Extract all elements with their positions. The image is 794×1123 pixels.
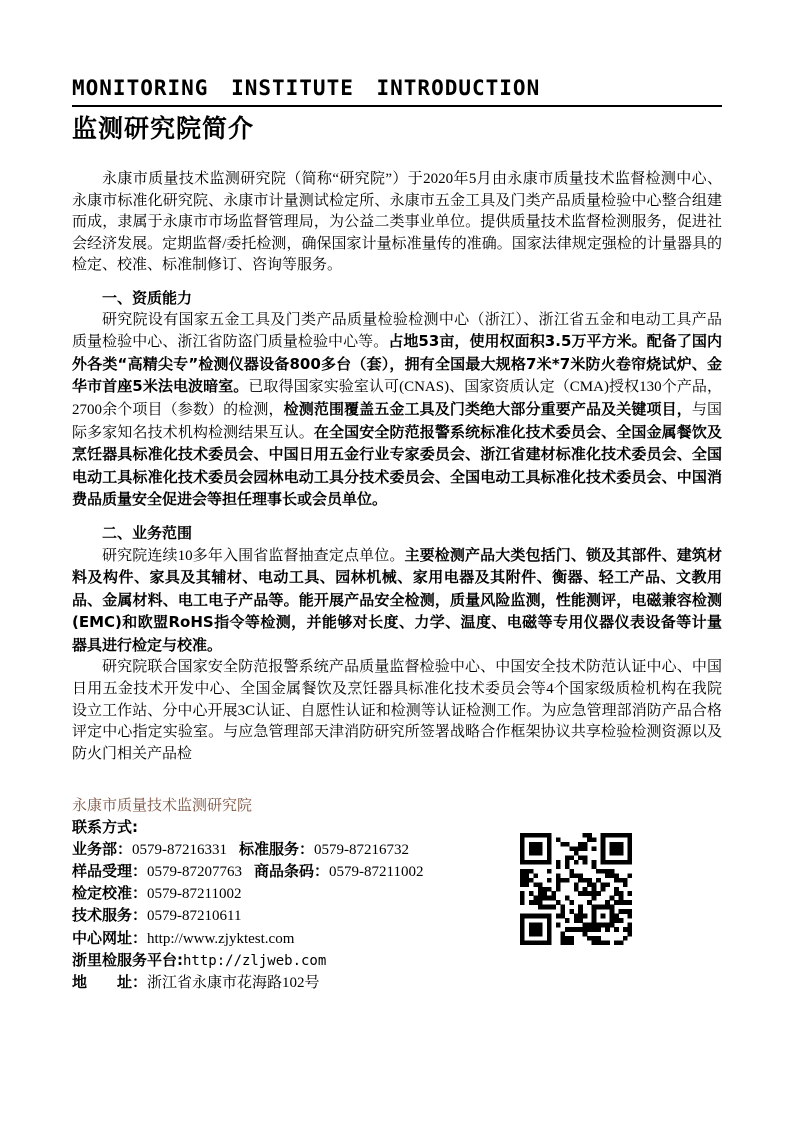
contact-value: 0579-87210611 [147,908,242,925]
contact-value: 0579-87216732 [314,841,410,858]
section-heading-business-scope: 二、业务范围 [102,523,193,542]
contact-value: 0579-87211002 [147,886,242,903]
contact-label: 浙里检服务平台: [72,951,183,970]
contact-label: 检定校准： [72,884,148,903]
title-english: MONITORING INSTITUTE INTRODUCTION [72,76,541,100]
contact-label: 地 址： [72,973,148,992]
page-title: 监测研究院简介 [72,114,255,143]
contact-label: 商品条码： [254,861,330,880]
section-paragraph: 研究院连续10多年入围省监督抽查定点单位。主要检测产品大类包括门、锁及其部件、建筑材料及构件、家具及其辅材、电动工具、园林机械、家用电器及其附件、衡器、轻工产品、文教用品、金属材料、电工电子产品等。能开展产品安全检测，质量风险监测，性能测评，电磁兼容检测(EMC)和欧盟RoHS指令等检测，并能够对长度、力学、温度、电磁等专用仪器仪表设备等计量器具进行检定与校准。 [72,545,722,654]
contact-label: 技术服务： [72,906,148,925]
qr-code-icon [520,833,632,945]
contact-value: 0579-87216331 [132,841,228,858]
contact-label: 样品受理： [72,861,148,880]
page-content [72,76,722,765]
contact-value: 0579-87211002 [329,863,424,880]
organization-name: 永康市质量技术监测研究院 [72,798,253,814]
body-text [72,169,722,765]
contact-block [72,796,722,995]
contact-value: http://www.zjyktest.com [147,930,295,947]
contact-heading: 联系方式: [72,818,138,837]
contact-row [72,972,722,994]
contact-value: 0579-87207763 [147,863,243,880]
intro-paragraph: 永康市质量技术监测研究院（简称“研究院”）于2020年5月由永康市质量技术监督检测中心、永康市标准化研究院、永康市计量测试检定所、永康市五金工具及门类产品质量检验中心整合组建而成，隶属于永康市市场监督管理局，为公益二类事业单位。提供质量技术监督检测服务，促进社会经济发展。定期监督/委托检测，确保国家计量标准量传的准确。国家法律规定强检的计量器具的检定、校准、标准制修订、咨询等服务。 [72,171,722,274]
section-paragraph: 研究院联合国家安全防范报警系统产品质量监督检验中心、中国安全技术防范认证中心、中国日用五金技术开发中心、全国金属餐饮及烹饪器具标准化技术委员会等4个国家级质检机构在我院设立工作站、分中心开展3C认证、自愿性认证和检测等认证检测工作。为应急管理部消防产品合格评定中心指定实验室。与应急管理部天津消防研究所签署战略合作框架协议共享检验检测资源以及防火门相关产品检 [72,659,722,762]
contact-label: 业务部： [72,839,133,858]
contact-row [72,950,722,972]
section-heading-qualifications: 一、资质能力 [102,288,193,307]
contact-value: 浙江省永康市花海路102号 [147,975,320,992]
section-paragraph: 研究院设有国家五金工具及门类产品质量检验检测中心（浙江）、浙江省五金和电动工具产品质量检验中心、浙江省防盗门质量检验中心等。占地53亩，使用权面积3.5万平方米。配备了国内外各类“高精尖专”检测仪器设备800多台（套），拥有全国最大规格7米*7米防火卷帘烧试炉、金华市首座5米法电波暗室。已取得国家实验室认可(CNAS)、国家资质认定（CMA)授权130个产品，2700余个项目（参数）的检测，检测范围覆盖五金工具及门类绝大部分重要产品及关键项目，与国际多家知名技术机构检测结果互认。在全国安全防范报警系统标准化技术委员会、全国金属餐饮及烹饪器具标准化技术委员会、中国日用五金行业专家委员会、浙江省建材标准化技术委员会、全国电动工具标准化技术委员会园林电动工具分技术委员会、全国电动工具标准化技术委员会、中国消费品质量安全促进会等担任理事长或会员单位。 [72,311,722,509]
title-divider [72,105,722,107]
contact-value: http://zljweb.com [183,953,327,970]
contact-label: 中心网址： [72,928,148,947]
contact-label: 标准服务： [239,839,315,858]
